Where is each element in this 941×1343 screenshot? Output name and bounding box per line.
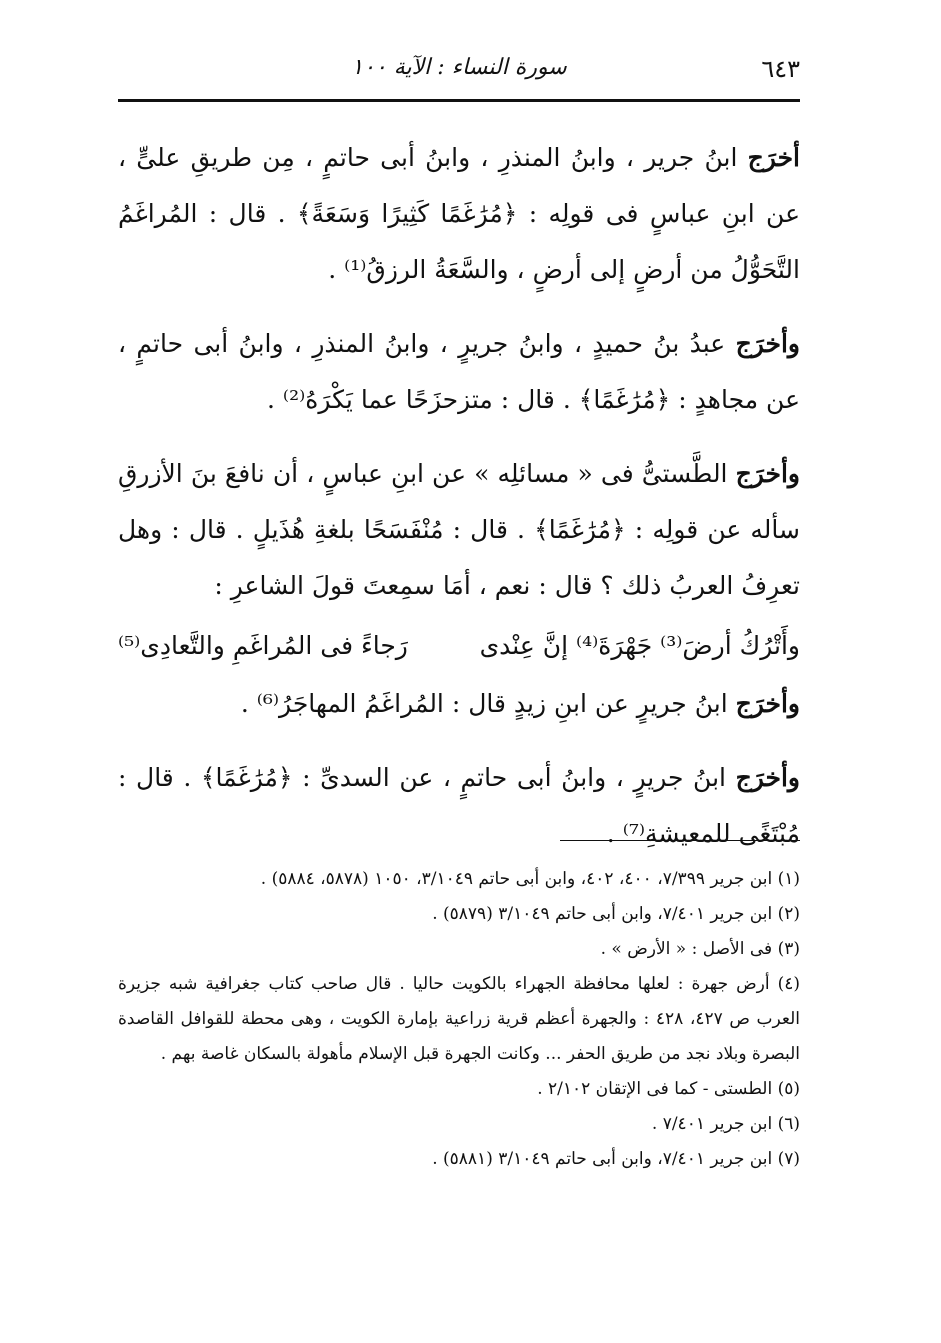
paragraph [118,316,800,428]
verse-first-hemistich: وأَتْرُكُ أرضَ⁽³⁾ جَهْرَةَ⁽⁴⁾ إنَّ عِنْدى [479,631,800,660]
paragraph [118,130,800,298]
footnote: (٣) فى الأصل : « الأرض » . [600,939,800,959]
paragraph-lead: وأخرَج [735,329,800,358]
footnote: (٧) ابن جرير ٧/٤٠١، وابن أبى حاتم ٣/١٠٤٩ (٥٨٨١) . [432,1149,800,1169]
paragraph [118,750,800,862]
footnote: (٦) ابن جرير ٧/٤٠١ . [651,1114,800,1134]
paragraph [118,446,800,614]
footnotes [118,862,800,1177]
footnote: (١) ابن جرير ٧/٣٩٩، ٤٠٠، ٤٠٢، وابن أبى حاتم ٣/١٠٤٩، ١٠٥٠ (٥٨٧٨، ٥٨٨٤) . [260,869,800,889]
page-number: ٦٤٣ [761,55,800,83]
footnote: (٥) الطستى - كما فى الإتقان ٢/١٠٢ . [537,1079,800,1099]
paragraph-text: ابنُ جريرٍ ، وابنُ أبى حاتمٍ ، عن السدىِّ : ﴿مُرَٰغَمًا﴾ . قال : مُبْتَغًى للمعيشةِ⁽⁷⁾ . [118,763,800,848]
paragraph-lead: وأخرَج [735,763,800,792]
paragraph-text: الطَّستىُّ فى « مسائلِه » عن ابنِ عباسٍ ، أن نافعَ بنَ الأزرقِ سأله عن قولِه : ﴿مُرَٰغَمًا﴾ . قال : مُنْفَسَحًا بلغةِ هُذَيلٍ . قال : وهل تعرِفُ العربُ ذلك ؟ قال : نعم ، أمَا سمِعتَ قولَ الشاعرِ : [118,459,800,600]
paragraph-text: ابنُ جرير ، وابنُ المنذرِ ، وابنُ أبى حاتمٍ ، مِن طريقِ علىٍّ ، عن ابنِ عباسٍ فى قولِه : ﴿مُرَٰغَمًا كَثِيرًا وَسَعَةً﴾ . قال : المُراغَمُ التَّحَوُّلُ من أرضٍ إلى أرضٍ ، والسَّعَةُ الرزقُ⁽¹⁾ . [118,143,800,284]
main-text [118,130,800,880]
header-rule [118,99,800,102]
paragraph-lead: أخرَج [747,143,800,172]
running-title: سورة النساء : الآية ١٠٠ [351,55,567,80]
footnote: (٢) ابن جرير ٧/٤٠١، وابن أبى حاتم ٣/١٠٤٩ (٥٨٧٩) . [432,904,800,924]
paragraph-text: عبدُ بنُ حميدٍ ، وابنُ جريرٍ ، وابنُ المنذرِ ، وابنُ أبى حاتمٍ ، عن مجاهدٍ : ﴿مُرَٰغَمًا﴾ . قال : متزحزَحًا عما يَكْرَهُ⁽²⁾ . [118,329,800,414]
paragraph-text: ابنُ جريرٍ عن ابنِ زيدٍ قال : المُراغَمُ المهاجَرُ⁽⁶⁾ . [240,689,736,718]
footnote-separator [560,840,800,841]
paragraph-lead: وأخرَج [735,459,800,488]
paragraph [118,676,800,732]
paragraph-lead: وأخرَج [735,689,800,718]
verse-second-hemistich: رَجاءً فى المُراغَمِ والتَّعادِى⁽⁵⁾ [118,631,408,660]
page-header [118,55,800,91]
footnote: (٤) أرض جهرة : لعلها محافظة الجهراء بالكويت حاليا . قال صاحب كتاب جغرافية شبه جزيرة العرب ص ٤٢٧، ٤٢٨ : والجهرة أعظم قرية زراعية بإمارة الكويت ، وهى محطة للقوافل القاصدة البصرة وبلاد نجد من طريق الحفر ... وكانت الجهرة قبل الإسلام مأهولة بالسكان غاصة بهم . [118,974,800,1064]
poetry-verse [118,618,800,674]
